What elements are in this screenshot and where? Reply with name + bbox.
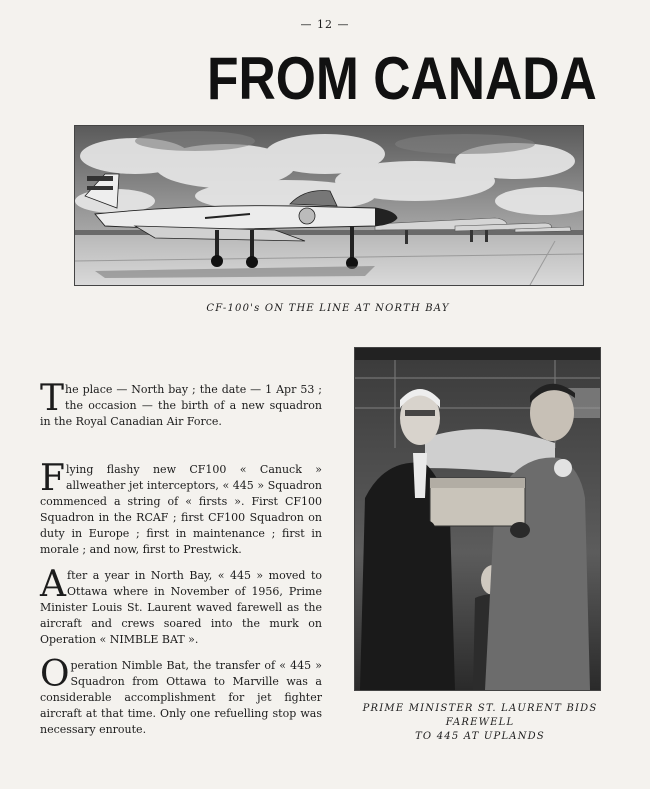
jets-photo-caption: CF-100's ON THE LINE AT NORTH BAY [206,303,450,314]
paragraph-text: peration Nimble Bat, the transfer of « 445 » Squadron from Ottawa to Marville was a considerable accomplishment for jet fighter aircraft at that time. Only one refuelling stop was necessary enroute. [40,659,322,736]
drop-cap: T [40,378,65,419]
page-headline: FROM CANADA [207,45,597,112]
drop-cap: F [40,458,65,499]
article-para-4 [40,654,322,738]
farewell-photo [354,347,601,691]
article-para-1 [40,378,322,430]
farewell-caption-line1: PRIME MINISTER ST. LAURENT BIDS FAREWELL [362,703,598,728]
drop-cap: A [40,564,66,605]
farewell-caption-line2: TO 445 AT UPLANDS [415,731,545,742]
paragraph-text: lying flashy new CF100 « Canuck » allweather jet interceptors, « 445 » Squadron commenced a string of « firsts ». First CF100 Squadron in the RCAF ; first CF100 Squadron on duty in Europe ; first in maintenance ; first in morale ; and now, first to Prestwick. [40,463,322,556]
jets-photo [74,125,584,286]
paragraph-text: he place — North bay ; the date — 1 Apr 53 ; the occasion — the birth of a new squadron in the Royal Canadian Air Force. [40,383,322,428]
drop-cap: O [40,654,70,695]
farewell-photo-caption [330,702,630,744]
paragraph-text: fter a year in North Bay, « 445 » moved to Ottawa where in November of 1956, Prime Minister Louis St. Laurent waved farewell as the aircraft and crews soared into the murk on Operation « NIMBLE BAT ». [40,569,322,646]
page-number: — 12 — [300,18,350,31]
article-para-3 [40,564,322,648]
article-para-2 [40,458,322,558]
